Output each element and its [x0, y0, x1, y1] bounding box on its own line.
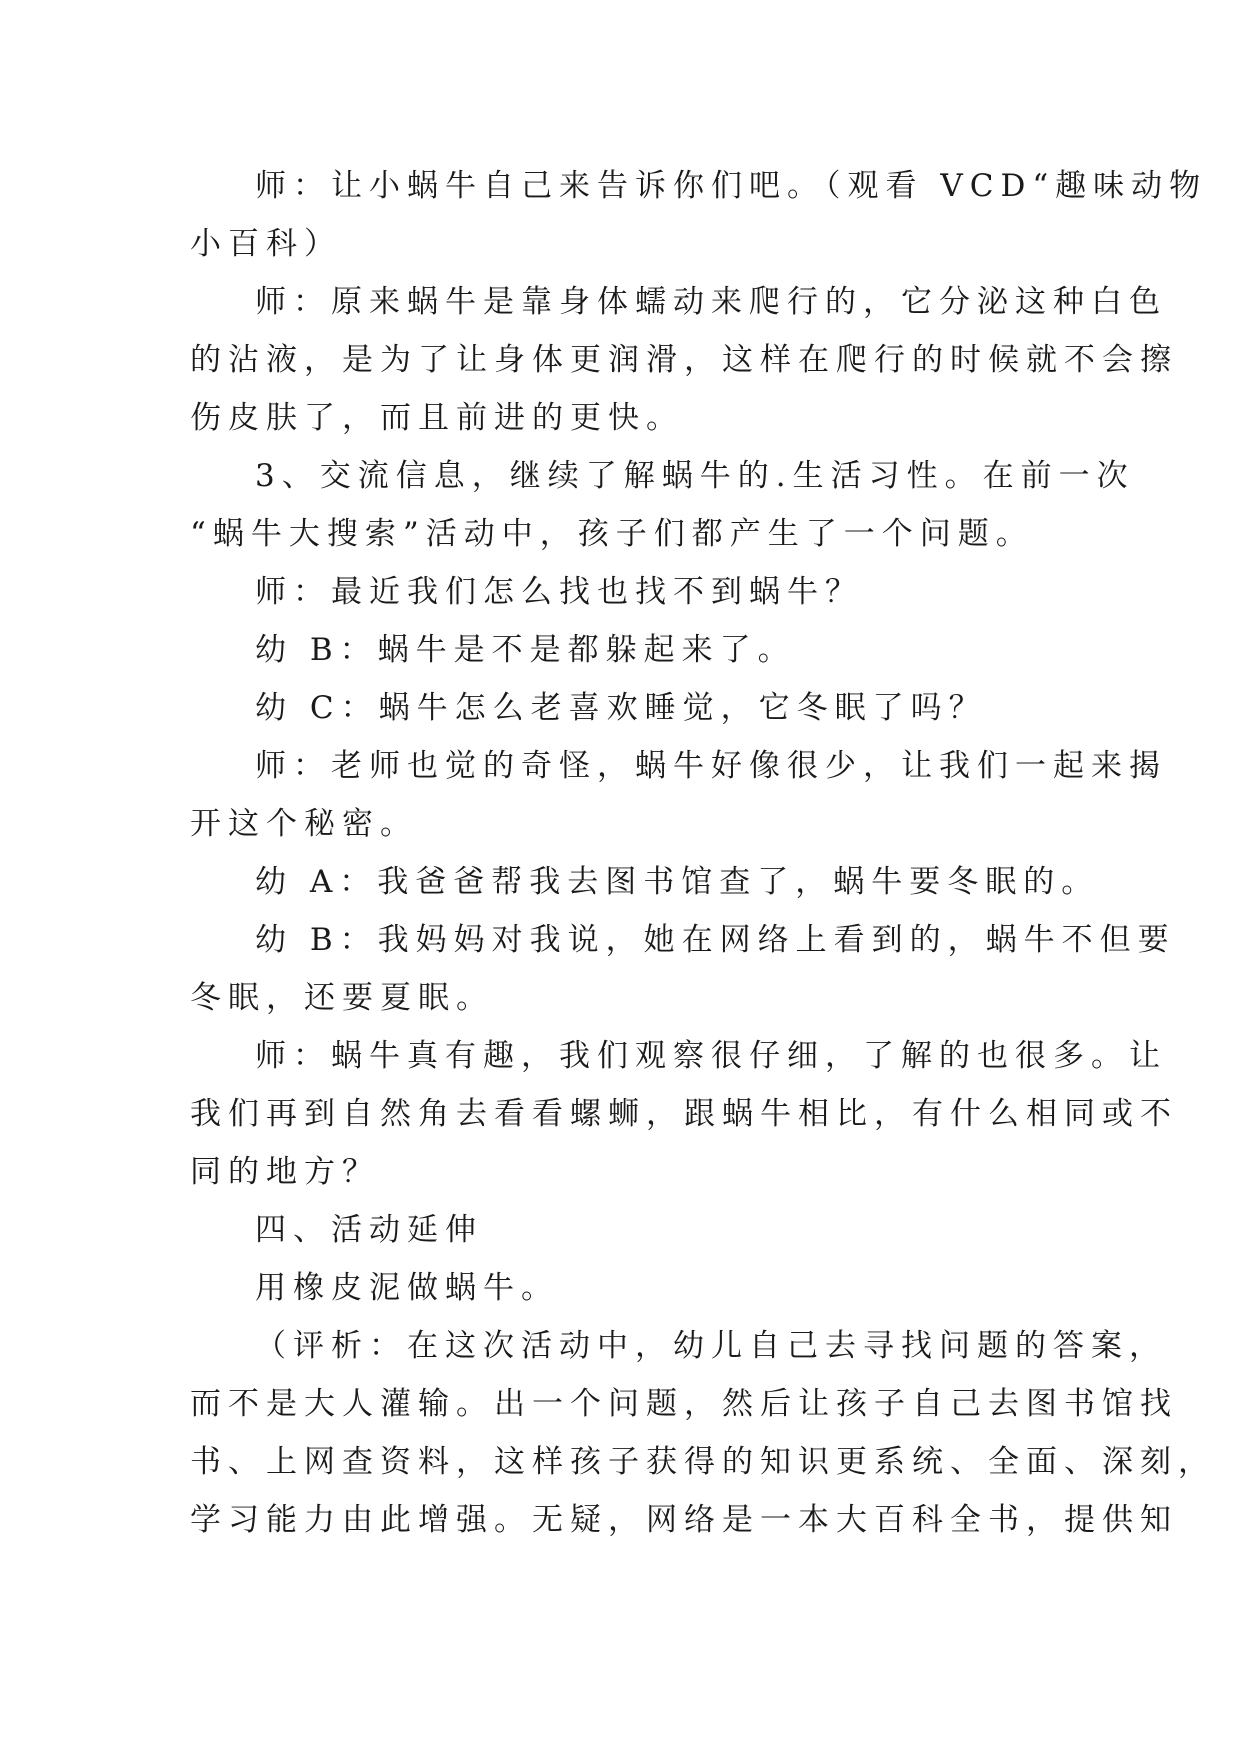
text-line: 书、上网查资料，这样孩子获得的知识更系统、全面、深刻，	[190, 1444, 1216, 1480]
text-line: 同的地方？	[190, 1154, 380, 1190]
text-line: “蜗牛大搜索”活动中，孩子们都产生了一个问题。	[190, 516, 1034, 552]
text-line: 而不是大人灌输。出一个问题，然后让孩子自己去图书馆找	[190, 1386, 1178, 1422]
text-line: 的沾液，是为了让身体更润滑，这样在爬行的时候就不会擦	[190, 342, 1178, 378]
text-line: 学习能力由此增强。无疑，网络是一本大百科全书，提供知	[190, 1502, 1178, 1538]
text-line: 小百科）	[190, 226, 342, 262]
text-line: 幼 C：蜗牛怎么老喜欢睡觉，它冬眠了吗？	[255, 690, 987, 726]
text-line: 师：原来蜗牛是靠身体蠕动来爬行的，它分泌这种白色	[255, 284, 1167, 320]
text-line: 师：老师也觉的奇怪，蜗牛好像很少，让我们一起来揭	[255, 748, 1167, 784]
text-line: 冬眠，还要夏眠。	[190, 980, 494, 1016]
text-line: （评析：在这次活动中，幼儿自己去寻找问题的答案，	[255, 1328, 1167, 1364]
text-line: 师：最近我们怎么找也找不到蜗牛？	[255, 574, 863, 610]
text-line: 3、交流信息，继续了解蜗牛的.生活习性。在前一次	[255, 458, 1135, 494]
text-line: 开这个秘密。	[190, 806, 418, 842]
text-line: 师：蜗牛真有趣，我们观察很仔细，了解的也很多。让	[255, 1038, 1167, 1074]
text-line: 用橡皮泥做蜗牛。	[255, 1270, 559, 1306]
text-line: 幼 A：我爸爸帮我去图书馆查了，蜗牛要冬眠的。	[255, 864, 1100, 900]
text-line: 幼 B：我妈妈对我说，她在网络上看到的，蜗牛不但要	[255, 922, 1176, 958]
section-heading: 四、活动延伸	[255, 1212, 483, 1248]
text-line: 伤皮肤了，而且前进的更快。	[190, 400, 684, 436]
text-line: 幼 B：蜗牛是不是都躲起来了。	[255, 632, 796, 668]
text-line: 我们再到自然角去看看螺蛳，跟蜗牛相比，有什么相同或不	[190, 1096, 1178, 1132]
text-line: 师：让小蜗牛自己来告诉你们吧。（观看 VCD“趣味动物	[255, 168, 1208, 204]
